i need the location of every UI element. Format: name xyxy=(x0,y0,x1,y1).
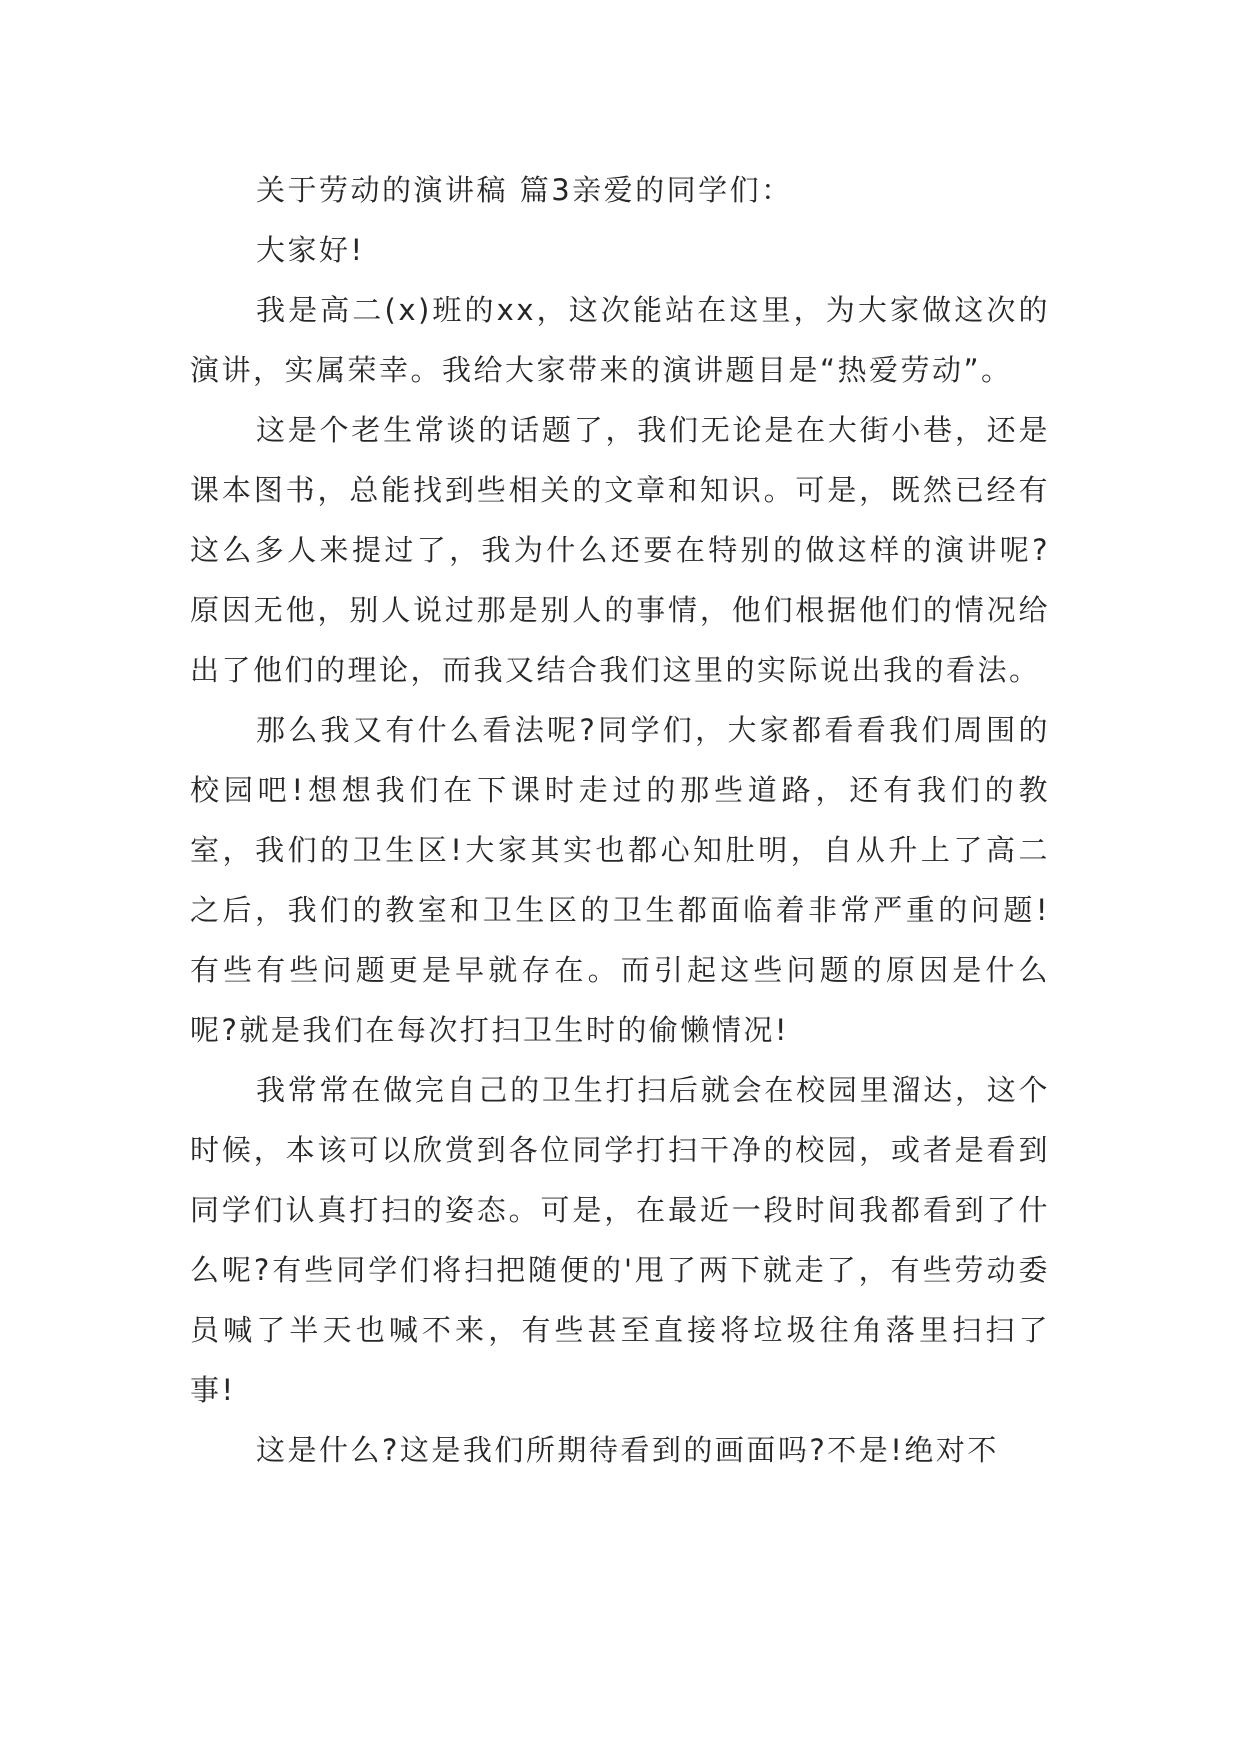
paragraph-hello: 大家好! xyxy=(256,233,365,267)
paragraph-title-greeting: 关于劳动的演讲稿 篇3亲爱的同学们： xyxy=(256,173,793,207)
paragraph-observation: 我常常在做完自己的卫生打扫后就会在校园里溜达，这个时候，本该可以欣赏到各位同学打扫干净的校园，或者是看到同学们认真打扫的姿态。可是，在最近一段时间我都看到了什么呢?有些同学们将扫把随便的'甩了两下就走了，有些劳动委员喊了半天也喊不来，有些甚至直接将垃圾往角落里扫扫了事! xyxy=(190,1073,1050,1407)
paragraph-question: 这是什么?这是我们所期待看到的画面吗?不是!绝对不 xyxy=(256,1433,999,1467)
paragraph-topic: 这是个老生常谈的话题了，我们无论是在大街小巷，还是课本图书，总能找到些相关的文章和知识。可是，既然已经有这么多人来提过了，我为什么还要在特别的做这样的演讲呢?原因无他，别人说过那是别人的事情，他们根据他们的情况给出了他们的理论，而我又结合我们这里的实际说出我的看法。 xyxy=(190,413,1050,687)
paragraph-views: 那么我又有什么看法呢?同学们，大家都看看我们周围的校园吧!想想我们在下课时走过的那些道路，还有我们的教室，我们的卫生区!大家其实也都心知肚明，自从升上了高二之后，我们的教室和卫生区的卫生都面临着非常严重的问题!有些有些问题更是早就存在。而引起这些问题的原因是什么呢?就是我们在每次打扫卫生时的偷懒情况! xyxy=(190,713,1050,1047)
document-body xyxy=(190,160,1050,1480)
paragraph-introduction: 我是高二(x)班的xx，这次能站在这里，为大家做这次的演讲，实属荣幸。我给大家带来的演讲题目是“热爱劳动”。 xyxy=(190,293,1050,387)
